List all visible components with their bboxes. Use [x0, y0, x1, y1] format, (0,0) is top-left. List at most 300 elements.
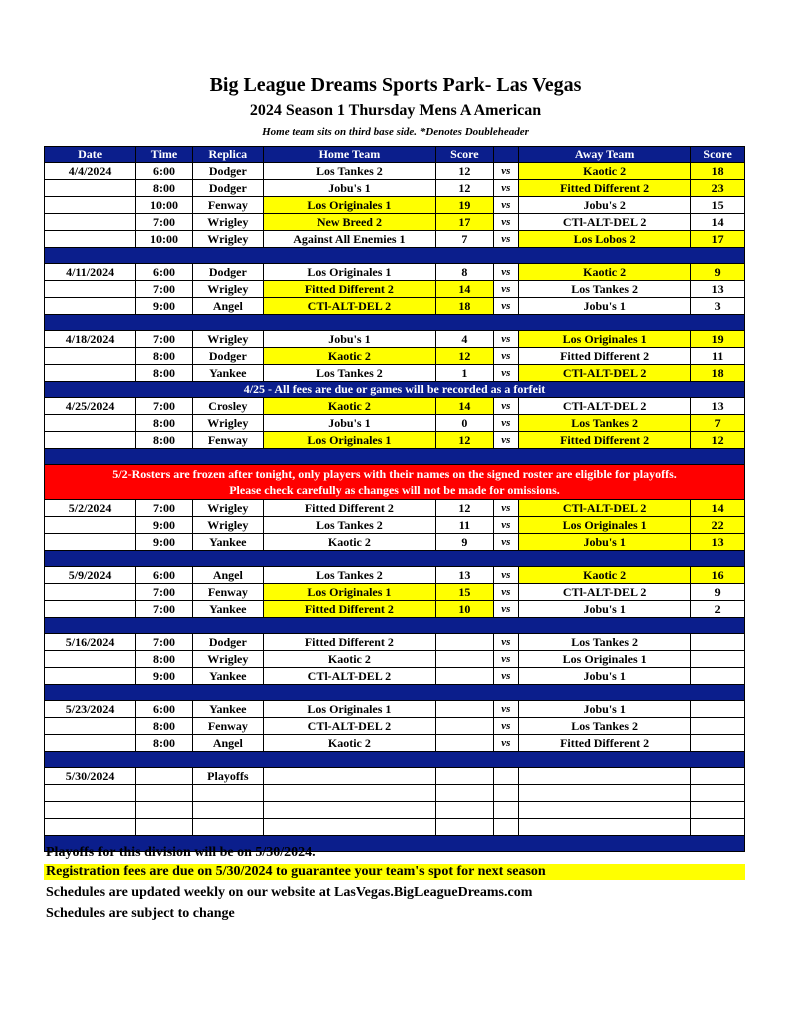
notice-row: [45, 382, 745, 398]
replica-cell: Wrigley: [192, 231, 263, 248]
header-vs: [493, 147, 518, 163]
empty-cell: [263, 819, 435, 836]
separator-cell: [45, 618, 745, 634]
empty-cell: [436, 802, 494, 819]
table-row: [45, 584, 745, 601]
home-team-cell: Los Originales 1: [263, 264, 435, 281]
away-team-cell: CTl-ALT-DEL 2: [519, 365, 691, 382]
empty-cell: [136, 785, 193, 802]
replica-cell: Dodger: [192, 348, 263, 365]
away-score-cell: [691, 718, 745, 735]
time-cell: 9:00: [136, 298, 193, 315]
away-team-cell: Los Originales 1: [519, 331, 691, 348]
replica-cell: Fenway: [192, 197, 263, 214]
home-score-cell: 8: [436, 264, 494, 281]
vs-cell: vs: [493, 718, 518, 735]
home-score-cell: 9: [436, 534, 494, 551]
time-cell: 7:00: [136, 331, 193, 348]
time-cell: 9:00: [136, 668, 193, 685]
home-team-cell: Kaotic 2: [263, 348, 435, 365]
vs-cell: vs: [493, 214, 518, 231]
date-cell: [45, 651, 136, 668]
alert-cell: [45, 465, 745, 500]
replica-cell: Crosley: [192, 398, 263, 415]
table-row: [45, 180, 745, 197]
away-score-cell: 19: [691, 331, 745, 348]
replica-cell: Wrigley: [192, 651, 263, 668]
home-team-cell: Los Originales 1: [263, 432, 435, 449]
footer-website: Schedules are updated weekly on our website at LasVegas.BigLeagueDreams.com: [46, 885, 533, 900]
replica-cell: Wrigley: [192, 214, 263, 231]
table-row: [45, 398, 745, 415]
date-cell: [45, 718, 136, 735]
away-team-cell: Jobu's 2: [519, 197, 691, 214]
away-team-cell: Jobu's 1: [519, 601, 691, 618]
time-cell: 7:00: [136, 601, 193, 618]
home-team-cell: CTl-ALT-DEL 2: [263, 298, 435, 315]
away-team-cell: Kaotic 2: [519, 567, 691, 584]
time-cell: 8:00: [136, 180, 193, 197]
empty-cell: [45, 819, 136, 836]
header-home-score: Score: [436, 147, 494, 163]
away-score-cell: 3: [691, 298, 745, 315]
separator-row: [45, 618, 745, 634]
home-team-cell: Jobu's 1: [263, 415, 435, 432]
vs-cell: vs: [493, 348, 518, 365]
alert-line-2: Please check carefully as changes will not be made for omissions.: [229, 483, 560, 497]
table-row: [45, 331, 745, 348]
empty-cell: [493, 785, 518, 802]
date-cell: [45, 432, 136, 449]
away-score-cell: 16: [691, 567, 745, 584]
empty-cell: [263, 785, 435, 802]
date-cell: [45, 214, 136, 231]
home-team-cell: Fitted Different 2: [263, 281, 435, 298]
time-cell: 10:00: [136, 197, 193, 214]
away-team-cell: Los Originales 1: [519, 651, 691, 668]
replica-cell: Yankee: [192, 668, 263, 685]
time-cell: 7:00: [136, 281, 193, 298]
away-score-cell: 2: [691, 601, 745, 618]
date-cell: [45, 584, 136, 601]
vs-cell: vs: [493, 398, 518, 415]
empty-cell: [192, 802, 263, 819]
date-cell: [45, 735, 136, 752]
vs-cell: vs: [493, 567, 518, 584]
empty-cell: [192, 785, 263, 802]
home-score-cell: 12: [436, 180, 494, 197]
replica-cell: Dodger: [192, 163, 263, 180]
playoff-row: [45, 768, 745, 785]
alert-line-1: 5/2-Rosters are frozen after tonight, only players with their names on the signed roster are eligible for playoffs.: [112, 467, 677, 481]
home-team-cell: Los Tankes 2: [263, 517, 435, 534]
replica-cell: Dodger: [192, 264, 263, 281]
replica-cell: Angel: [192, 567, 263, 584]
home-score-cell: 1: [436, 365, 494, 382]
empty-cell: [436, 768, 494, 785]
away-team-cell: Los Tankes 2: [519, 281, 691, 298]
away-score-cell: 13: [691, 534, 745, 551]
away-team-cell: Fitted Different 2: [519, 432, 691, 449]
home-team-cell: Fitted Different 2: [263, 634, 435, 651]
home-score-cell: 17: [436, 214, 494, 231]
away-team-cell: Fitted Different 2: [519, 180, 691, 197]
time-cell: 8:00: [136, 348, 193, 365]
table-row: [45, 214, 745, 231]
vs-cell: vs: [493, 500, 518, 517]
vs-cell: vs: [493, 534, 518, 551]
home-score-cell: 10: [436, 601, 494, 618]
header-away-score: Score: [691, 147, 745, 163]
vs-cell: vs: [493, 601, 518, 618]
header-time: Time: [136, 147, 193, 163]
away-score-cell: [691, 634, 745, 651]
date-cell: 4/11/2024: [45, 264, 136, 281]
away-score-cell: [691, 701, 745, 718]
vs-cell: vs: [493, 668, 518, 685]
date-cell: 5/23/2024: [45, 701, 136, 718]
table-row: [45, 415, 745, 432]
home-score-cell: 12: [436, 163, 494, 180]
home-team-cell: Against All Enemies 1: [263, 231, 435, 248]
home-team-cell: Kaotic 2: [263, 534, 435, 551]
separator-row: [45, 248, 745, 264]
table-row: [45, 634, 745, 651]
date-cell: [45, 517, 136, 534]
separator-cell: [45, 752, 745, 768]
home-team-cell: Kaotic 2: [263, 398, 435, 415]
separator-row: [45, 449, 745, 465]
empty-row: [45, 785, 745, 802]
footer-playoffs: Playoffs for this division will be on 5/30/2024.: [46, 845, 316, 860]
separator-cell: [45, 248, 745, 264]
vs-cell: vs: [493, 231, 518, 248]
home-team-cell: CTl-ALT-DEL 2: [263, 668, 435, 685]
vs-cell: vs: [493, 701, 518, 718]
table-row: [45, 668, 745, 685]
empty-cell: [192, 819, 263, 836]
replica-cell: Playoffs: [192, 768, 263, 785]
home-score-cell: 12: [436, 500, 494, 517]
separator-cell: [45, 685, 745, 701]
away-score-cell: 18: [691, 163, 745, 180]
replica-cell: Fenway: [192, 718, 263, 735]
home-score-cell: 4: [436, 331, 494, 348]
away-score-cell: 15: [691, 197, 745, 214]
empty-cell: [493, 768, 518, 785]
home-score-cell: 15: [436, 584, 494, 601]
empty-cell: [436, 785, 494, 802]
away-team-cell: Fitted Different 2: [519, 348, 691, 365]
footer-change-note: Schedules are subject to change: [46, 906, 235, 921]
page-subtitle: 2024 Season 1 Thursday Mens A American: [249, 102, 542, 119]
away-team-cell: Los Tankes 2: [519, 634, 691, 651]
home-score-cell: 12: [436, 348, 494, 365]
away-team-cell: CTl-ALT-DEL 2: [519, 398, 691, 415]
table-row: [45, 365, 745, 382]
empty-cell: [519, 768, 691, 785]
table-row: [45, 264, 745, 281]
vs-cell: vs: [493, 415, 518, 432]
footer-registration: Registration fees are due on 5/30/2024 to guarantee your team's spot for next season: [44, 864, 745, 880]
away-score-cell: 18: [691, 365, 745, 382]
replica-cell: Fenway: [192, 584, 263, 601]
header-away-team: Away Team: [519, 147, 691, 163]
empty-cell: [136, 819, 193, 836]
away-score-cell: 23: [691, 180, 745, 197]
home-score-cell: [436, 735, 494, 752]
away-score-cell: 11: [691, 348, 745, 365]
empty-cell: [45, 785, 136, 802]
vs-cell: vs: [493, 197, 518, 214]
table-row: [45, 718, 745, 735]
table-row: [45, 517, 745, 534]
away-team-cell: Jobu's 1: [519, 701, 691, 718]
date-cell: [45, 415, 136, 432]
home-team-cell: Kaotic 2: [263, 651, 435, 668]
separator-row: [45, 685, 745, 701]
home-team-cell: Los Originales 1: [263, 701, 435, 718]
time-cell: 9:00: [136, 517, 193, 534]
table-row: [45, 601, 745, 618]
away-team-cell: Kaotic 2: [519, 163, 691, 180]
replica-cell: Wrigley: [192, 517, 263, 534]
vs-cell: vs: [493, 517, 518, 534]
date-cell: 5/16/2024: [45, 634, 136, 651]
empty-cell: [519, 802, 691, 819]
replica-cell: Dodger: [192, 180, 263, 197]
date-cell: [45, 365, 136, 382]
table-row: [45, 500, 745, 517]
time-cell: 7:00: [136, 634, 193, 651]
date-cell: 5/30/2024: [45, 768, 136, 785]
notice-text: 4/25 - All fees are due or games will be recorded as a forfeit: [45, 382, 745, 398]
table-row: [45, 298, 745, 315]
date-cell: 5/9/2024: [45, 567, 136, 584]
replica-cell: Wrigley: [192, 500, 263, 517]
home-team-cell: Los Tankes 2: [263, 163, 435, 180]
replica-cell: Yankee: [192, 534, 263, 551]
home-score-cell: [436, 668, 494, 685]
alert-row: [45, 465, 745, 500]
replica-cell: Wrigley: [192, 281, 263, 298]
away-score-cell: [691, 735, 745, 752]
empty-cell: [45, 802, 136, 819]
time-cell: 8:00: [136, 651, 193, 668]
replica-cell: Yankee: [192, 601, 263, 618]
home-team-cell: Fitted Different 2: [263, 601, 435, 618]
away-score-cell: 13: [691, 281, 745, 298]
away-score-cell: 9: [691, 264, 745, 281]
replica-cell: Wrigley: [192, 331, 263, 348]
time-cell: 6:00: [136, 567, 193, 584]
home-score-cell: 18: [436, 298, 494, 315]
table-row: [45, 701, 745, 718]
away-score-cell: 12: [691, 432, 745, 449]
time-cell: 7:00: [136, 500, 193, 517]
empty-cell: [493, 802, 518, 819]
away-score-cell: 14: [691, 214, 745, 231]
table-row: [45, 534, 745, 551]
table-row: [45, 197, 745, 214]
empty-row: [45, 802, 745, 819]
table-header-row: [45, 147, 745, 163]
date-cell: [45, 281, 136, 298]
date-cell: 4/25/2024: [45, 398, 136, 415]
time-cell: 9:00: [136, 534, 193, 551]
away-score-cell: 13: [691, 398, 745, 415]
home-score-cell: 12: [436, 432, 494, 449]
date-cell: [45, 197, 136, 214]
replica-cell: Wrigley: [192, 415, 263, 432]
empty-cell: [519, 785, 691, 802]
replica-cell: Fenway: [192, 432, 263, 449]
separator-row: [45, 551, 745, 567]
date-cell: [45, 534, 136, 551]
vs-cell: vs: [493, 281, 518, 298]
empty-cell: [436, 819, 494, 836]
empty-cell: [691, 785, 745, 802]
page-title: Big League Dreams Sports Park- Las Vegas: [209, 74, 582, 96]
date-cell: [45, 231, 136, 248]
table-row: [45, 281, 745, 298]
replica-cell: Yankee: [192, 701, 263, 718]
time-cell: 7:00: [136, 214, 193, 231]
away-team-cell: Los Originales 1: [519, 517, 691, 534]
separator-row: [45, 315, 745, 331]
away-team-cell: Jobu's 1: [519, 534, 691, 551]
away-team-cell: Fitted Different 2: [519, 735, 691, 752]
page-note: Home team sits on third base side. *Denotes Doubleheader: [262, 126, 529, 138]
vs-cell: vs: [493, 331, 518, 348]
away-team-cell: Jobu's 1: [519, 668, 691, 685]
time-cell: 6:00: [136, 163, 193, 180]
separator-cell: [45, 449, 745, 465]
table-row: [45, 567, 745, 584]
home-team-cell: Los Originales 1: [263, 584, 435, 601]
date-cell: [45, 298, 136, 315]
replica-cell: Dodger: [192, 634, 263, 651]
time-cell: 8:00: [136, 415, 193, 432]
schedule-table: [44, 146, 745, 852]
date-cell: [45, 348, 136, 365]
vs-cell: vs: [493, 432, 518, 449]
home-team-cell: Jobu's 1: [263, 331, 435, 348]
away-team-cell: Los Lobos 2: [519, 231, 691, 248]
home-team-cell: Los Tankes 2: [263, 365, 435, 382]
date-cell: 4/4/2024: [45, 163, 136, 180]
table-row: [45, 231, 745, 248]
date-cell: 4/18/2024: [45, 331, 136, 348]
table-row: [45, 348, 745, 365]
home-team-cell: CTl-ALT-DEL 2: [263, 718, 435, 735]
away-team-cell: CTl-ALT-DEL 2: [519, 214, 691, 231]
replica-cell: Angel: [192, 735, 263, 752]
date-cell: [45, 668, 136, 685]
away-team-cell: CTl-ALT-DEL 2: [519, 584, 691, 601]
away-score-cell: 14: [691, 500, 745, 517]
time-cell: 10:00: [136, 231, 193, 248]
header-replica: Replica: [192, 147, 263, 163]
home-score-cell: 11: [436, 517, 494, 534]
away-score-cell: 22: [691, 517, 745, 534]
time-cell: [136, 768, 193, 785]
home-team-cell: Fitted Different 2: [263, 500, 435, 517]
away-score-cell: 7: [691, 415, 745, 432]
time-cell: 8:00: [136, 718, 193, 735]
vs-cell: vs: [493, 365, 518, 382]
home-score-cell: [436, 718, 494, 735]
vs-cell: vs: [493, 298, 518, 315]
empty-cell: [691, 768, 745, 785]
away-team-cell: Los Tankes 2: [519, 415, 691, 432]
home-score-cell: 13: [436, 567, 494, 584]
away-team-cell: Jobu's 1: [519, 298, 691, 315]
table-row: [45, 432, 745, 449]
home-score-cell: 0: [436, 415, 494, 432]
time-cell: 7:00: [136, 398, 193, 415]
empty-cell: [263, 768, 435, 785]
schedule-body: [45, 163, 745, 852]
home-score-cell: 7: [436, 231, 494, 248]
time-cell: 8:00: [136, 735, 193, 752]
table-row: [45, 651, 745, 668]
vs-cell: vs: [493, 180, 518, 197]
empty-cell: [263, 802, 435, 819]
empty-cell: [691, 802, 745, 819]
home-score-cell: [436, 634, 494, 651]
replica-cell: Yankee: [192, 365, 263, 382]
time-cell: 6:00: [136, 264, 193, 281]
home-score-cell: [436, 651, 494, 668]
table-row: [45, 163, 745, 180]
time-cell: 7:00: [136, 584, 193, 601]
separator-cell: [45, 315, 745, 331]
vs-cell: vs: [493, 651, 518, 668]
replica-cell: Angel: [192, 298, 263, 315]
header-home-team: Home Team: [263, 147, 435, 163]
home-team-cell: Los Originales 1: [263, 197, 435, 214]
away-score-cell: 17: [691, 231, 745, 248]
time-cell: 8:00: [136, 432, 193, 449]
home-score-cell: 19: [436, 197, 494, 214]
home-score-cell: 14: [436, 281, 494, 298]
away-score-cell: 9: [691, 584, 745, 601]
empty-cell: [519, 819, 691, 836]
separator-cell: [45, 551, 745, 567]
away-team-cell: Los Tankes 2: [519, 718, 691, 735]
empty-row: [45, 819, 745, 836]
away-score-cell: [691, 668, 745, 685]
vs-cell: vs: [493, 163, 518, 180]
empty-cell: [691, 819, 745, 836]
home-score-cell: 14: [436, 398, 494, 415]
time-cell: 6:00: [136, 701, 193, 718]
away-team-cell: CTl-ALT-DEL 2: [519, 500, 691, 517]
empty-cell: [136, 802, 193, 819]
time-cell: 8:00: [136, 365, 193, 382]
date-cell: [45, 180, 136, 197]
home-team-cell: Kaotic 2: [263, 735, 435, 752]
home-score-cell: [436, 701, 494, 718]
empty-cell: [493, 819, 518, 836]
away-team-cell: Kaotic 2: [519, 264, 691, 281]
date-cell: [45, 601, 136, 618]
vs-cell: vs: [493, 634, 518, 651]
home-team-cell: Jobu's 1: [263, 180, 435, 197]
home-team-cell: Los Tankes 2: [263, 567, 435, 584]
home-team-cell: New Breed 2: [263, 214, 435, 231]
